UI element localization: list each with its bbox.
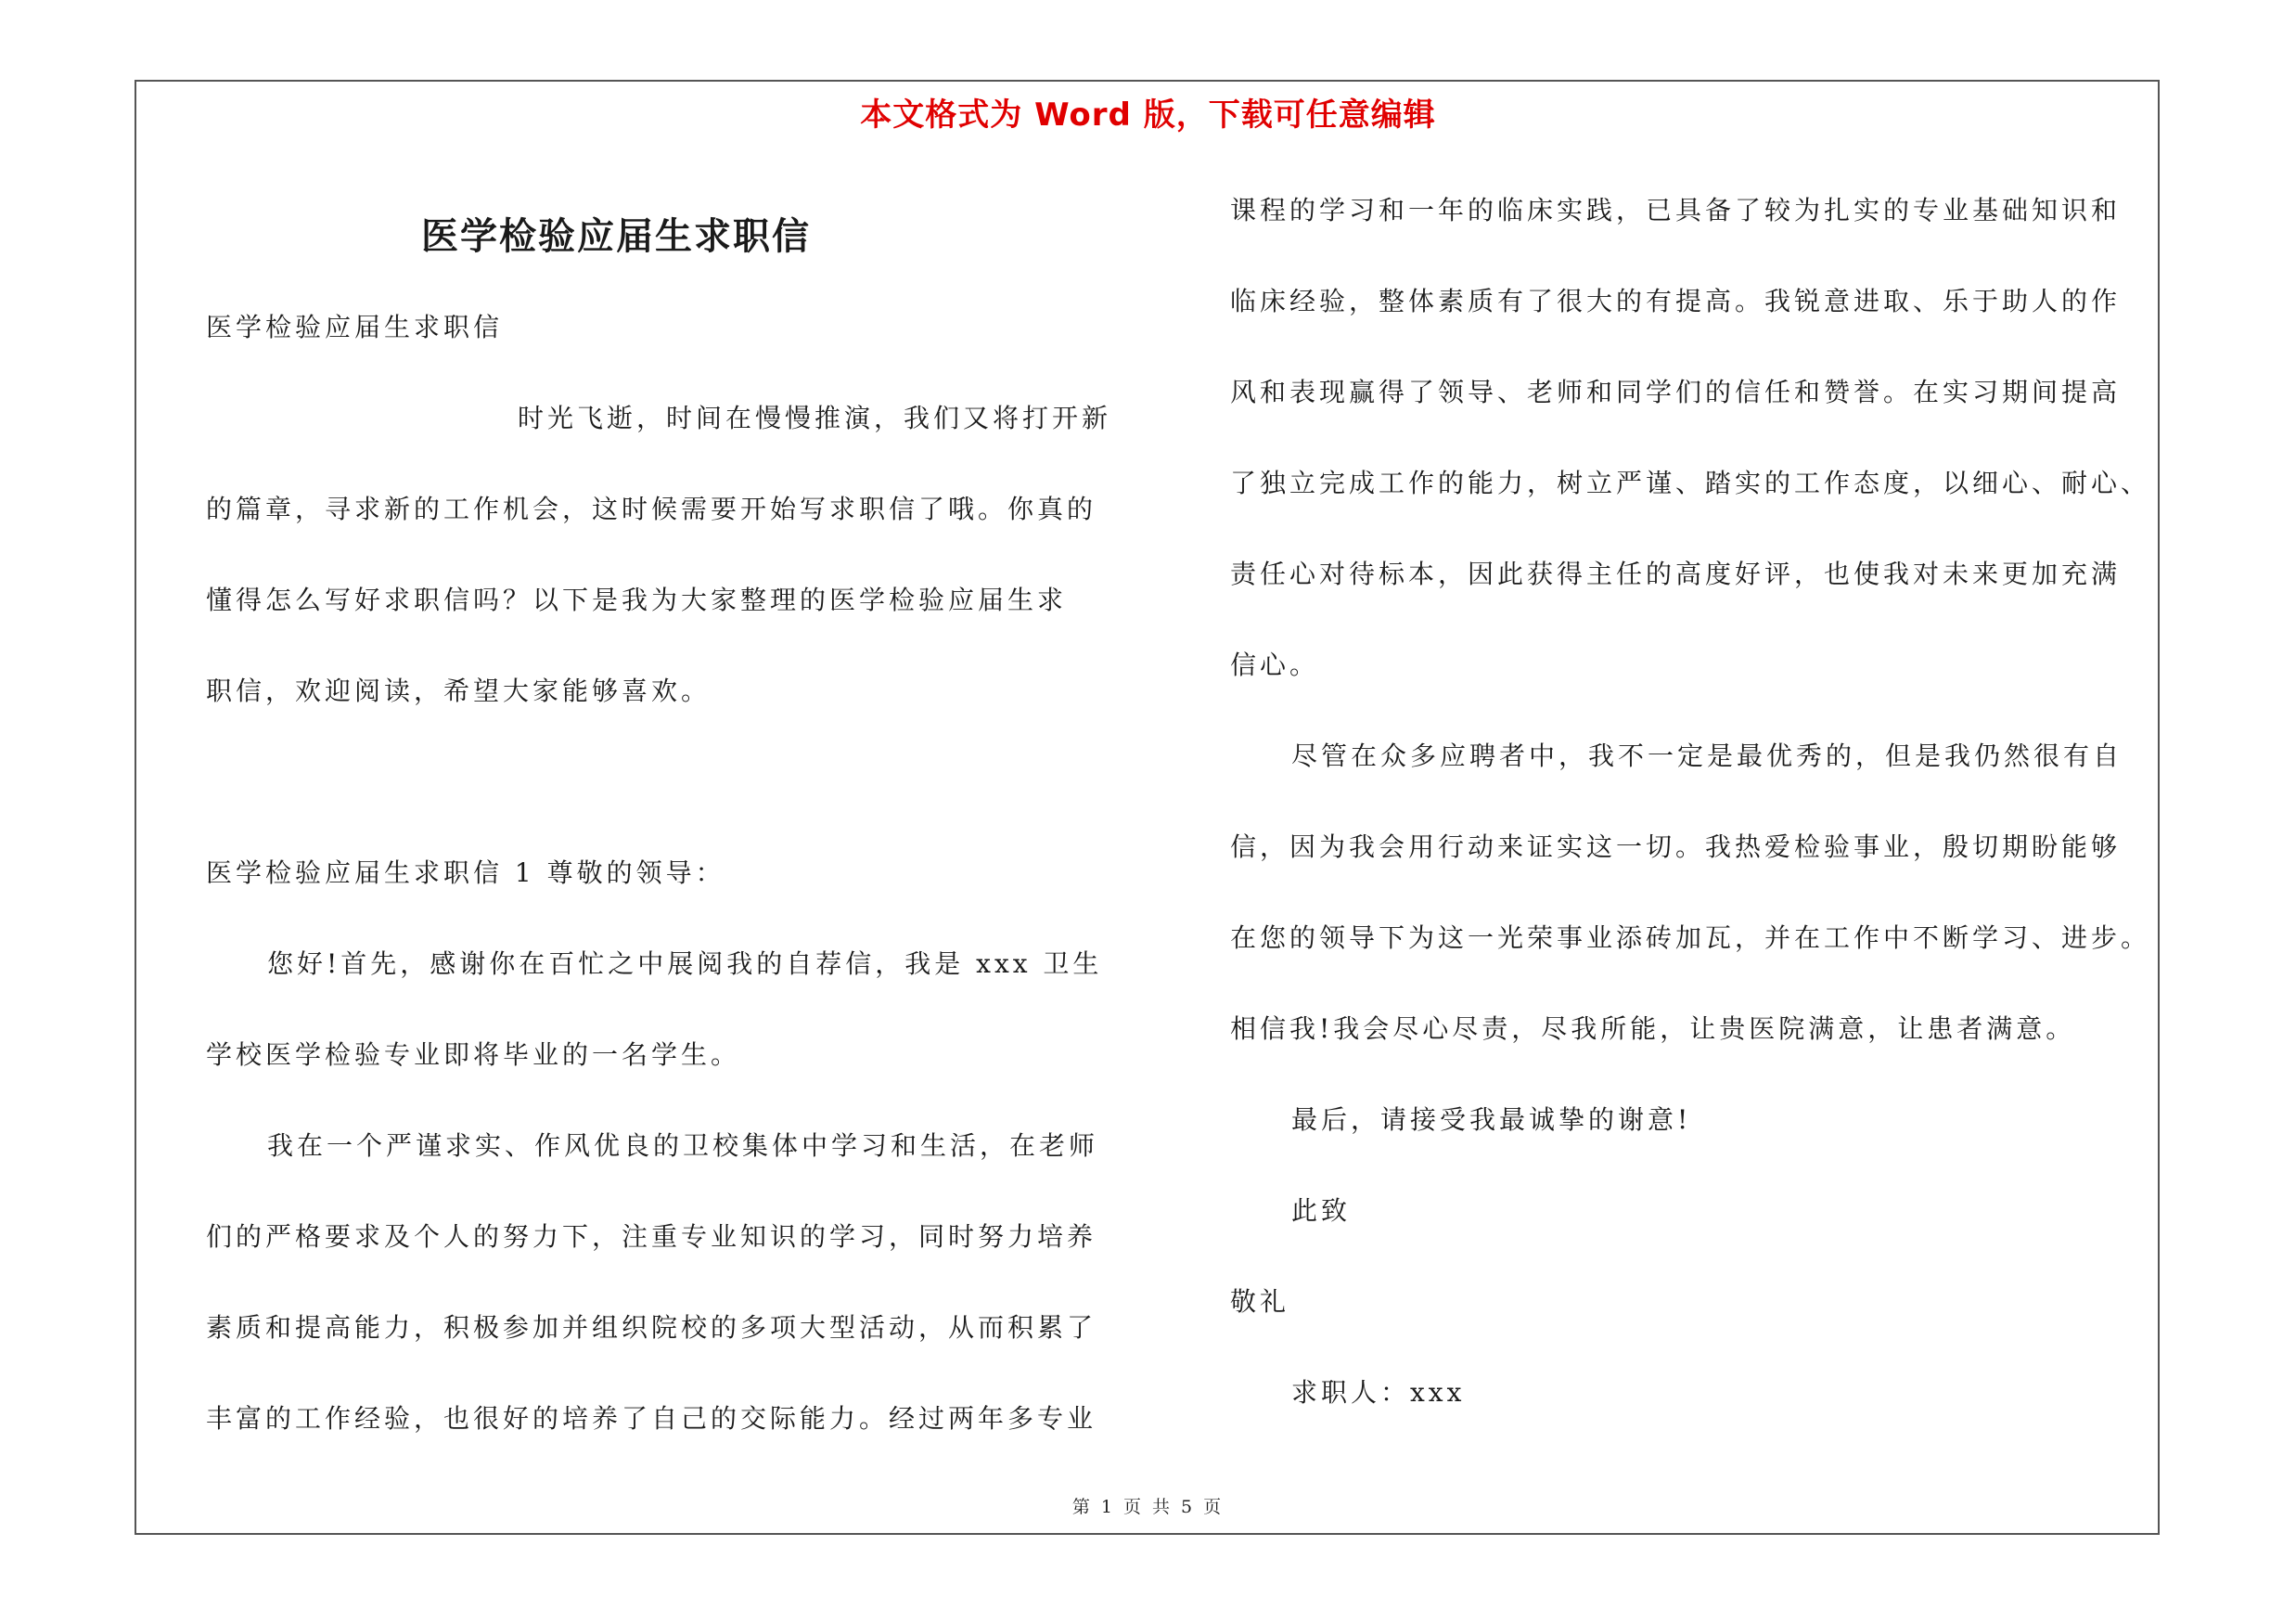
- para3-line: 信，因为我会用行动来证实这一切。我热爱检验事业，殷切期盼能够: [1230, 831, 2122, 862]
- intro-line: 时光飞逝，时间在慢慢推演，我们又将打开新: [518, 403, 1112, 433]
- intro-line: 的篇章，寻求新的工作机会，这时候需要开始写求职信了哦。你真的: [206, 494, 1097, 524]
- jingli-line: 敬礼: [1230, 1286, 1290, 1317]
- para2-line: 我在一个严谨求实、作风优良的卫校集体中学习和生活，在老师: [267, 1130, 1099, 1161]
- para2-line: 丰富的工作经验，也很好的培养了自己的交际能力。经过两年多专业: [206, 1403, 1097, 1434]
- format-banner: 本文格式为 Word 版，下载可任意编辑: [860, 97, 1436, 134]
- closing-line: 最后，请接受我最诚挚的谢意!: [1291, 1104, 1692, 1135]
- right-column: [1230, 165, 2158, 1438]
- intro-line: 懂得怎么写好求职信吗？以下是我为大家整理的医学检验应届生求: [206, 585, 1068, 615]
- signature-line: 求职人：xxx: [1291, 1377, 1466, 1408]
- para-cont-line: 临床经验，整体素质有了很大的有提高。我锐意进取、乐于助人的作: [1230, 286, 2122, 316]
- subtitle: 医学检验应届生求职信: [206, 312, 504, 342]
- para3-line: 相信我!我会尽心尽责，尽我所能，让贵医院满意，让患者满意。: [1230, 1013, 2076, 1044]
- left-column: [206, 191, 1134, 1464]
- letter-heading: 医学检验应届生求职信 1 尊敬的领导：: [206, 857, 725, 888]
- blank-line: [206, 737, 1134, 828]
- document-title: 医学检验应届生求职信: [421, 214, 811, 258]
- para-cont-line: 了独立完成工作的能力，树立严谨、踏实的工作态度，以细心、耐心、: [1230, 468, 2151, 498]
- para-cont-line: 风和表现赢得了领导、老师和同学们的信任和赞誉。在实习期间提高: [1230, 377, 2122, 407]
- cizhi-line: 此致: [1291, 1195, 1352, 1226]
- page-footer: 第 1 页 共 5 页: [1071, 1497, 1225, 1517]
- para-cont-line: 信心。: [1230, 650, 1320, 680]
- para2-line: 素质和提高能力，积极参加并组织院校的多项大型活动，从而积累了: [206, 1312, 1097, 1343]
- para2-line: 们的严格要求及个人的努力下，注重专业知识的学习，同时努力培养: [206, 1221, 1097, 1252]
- para3-line: 尽管在众多应聘者中，我不一定是最优秀的，但是我仍然很有自: [1291, 741, 2123, 771]
- para-cont-line: 课程的学习和一年的临床实践，已具备了较为扎实的专业基础知识和: [1230, 195, 2122, 225]
- para1-line: 您好!首先，感谢你在百忙之中展阅我的自荐信，我是 xxx 卫生: [267, 948, 1103, 979]
- para1-line: 学校医学检验专业即将毕业的一名学生。: [206, 1039, 741, 1070]
- para-cont-line: 责任心对待标本，因此获得主任的高度好评，也使我对未来更加充满: [1230, 559, 2122, 589]
- intro-line: 职信，欢迎阅读，希望大家能够喜欢。: [206, 676, 712, 706]
- para3-line: 在您的领导下为这一光荣事业添砖加瓦，并在工作中不断学习、进步。: [1230, 922, 2151, 953]
